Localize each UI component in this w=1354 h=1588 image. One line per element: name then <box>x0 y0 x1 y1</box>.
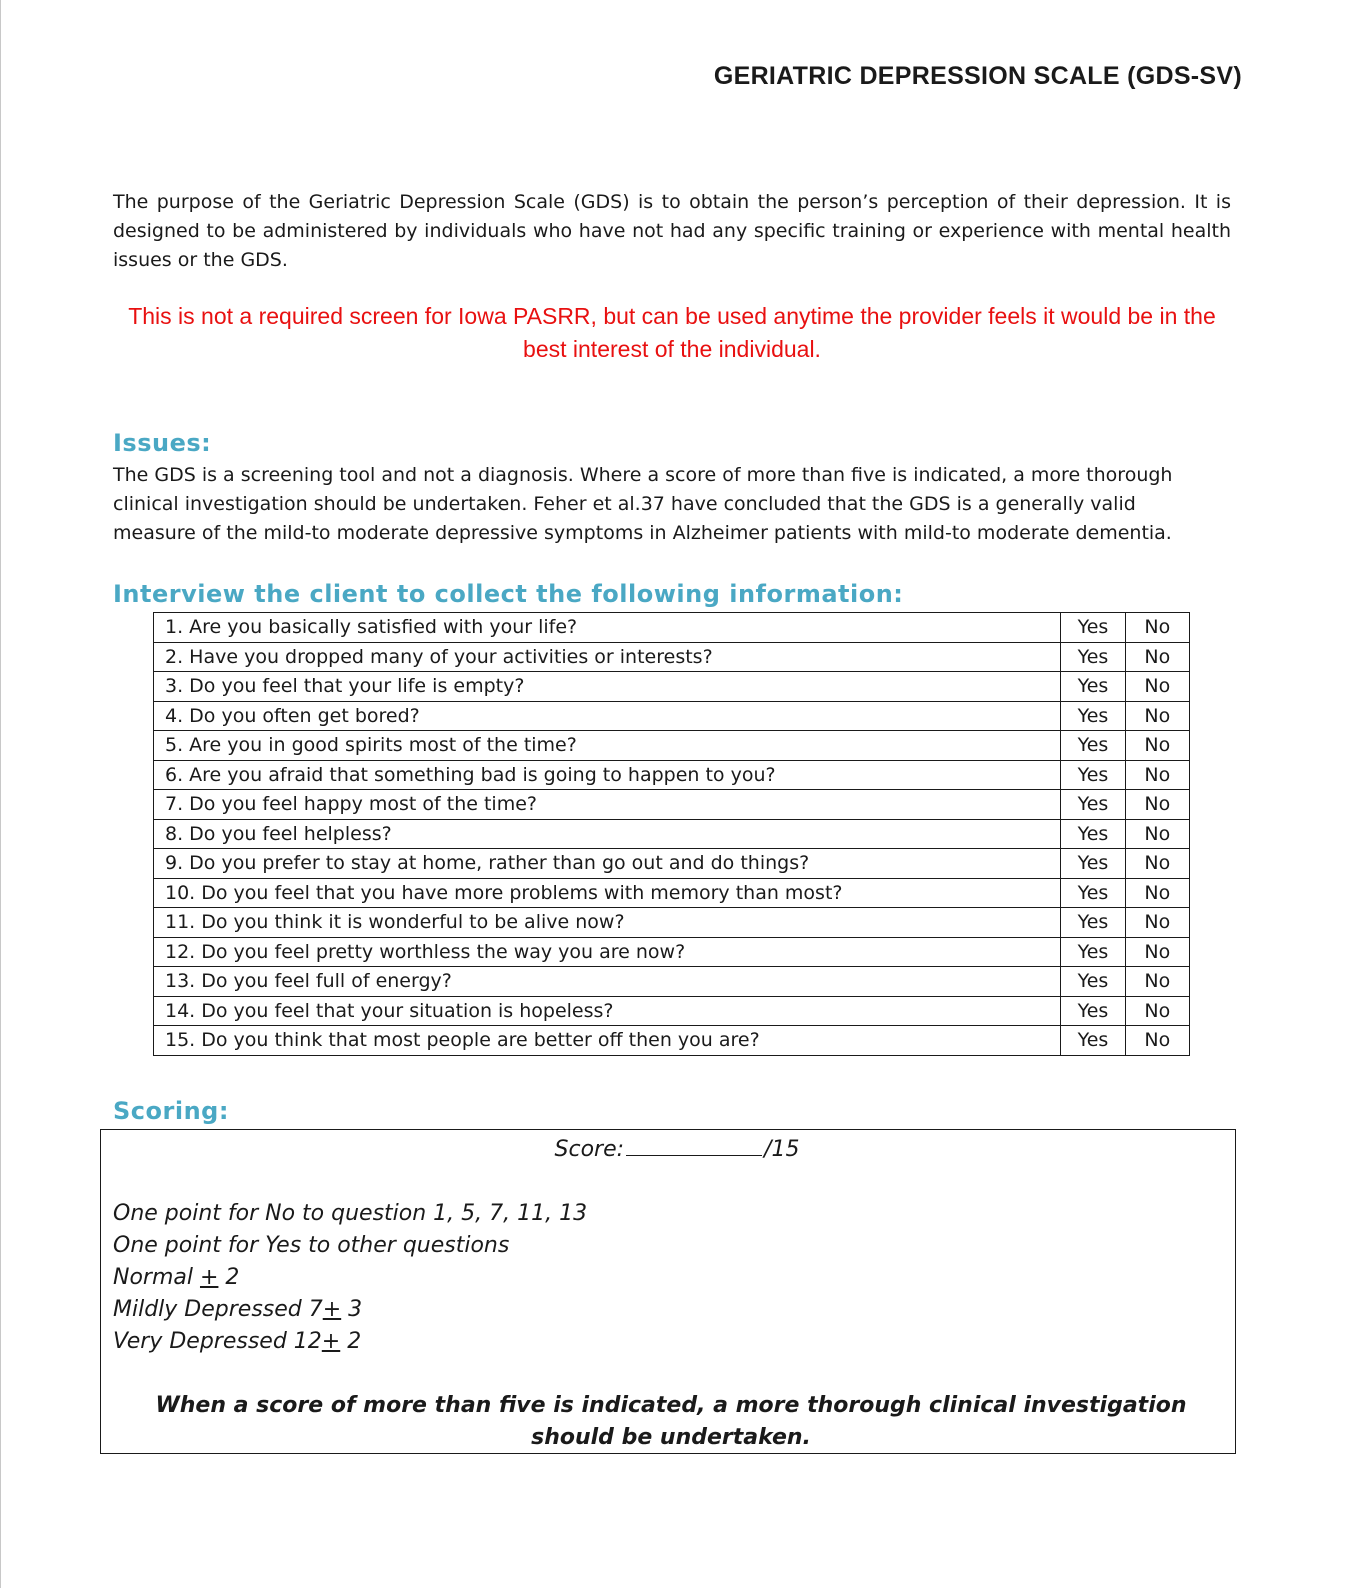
table-row <box>154 760 1190 790</box>
yes-option[interactable]: Yes <box>1061 613 1125 643</box>
table-row <box>154 642 1190 672</box>
table-row <box>154 790 1190 820</box>
rule-text: One point for Yes to other questions <box>113 1233 510 1258</box>
scoring-heading: Scoring: <box>113 1097 229 1125</box>
table-row <box>154 996 1190 1026</box>
yes-option[interactable]: Yes <box>1061 701 1125 731</box>
no-option[interactable]: No <box>1125 701 1189 731</box>
rule-text: One point for No to question 1, 5, 7, 11, 13 <box>113 1201 588 1226</box>
no-option[interactable]: No <box>1125 937 1189 967</box>
yes-option[interactable]: Yes <box>1061 790 1125 820</box>
table-row <box>154 1026 1190 1056</box>
purpose-paragraph: The purpose of the Geriatric Depression Scale (GDS) is to obtain the person’s perception of their depression. It is designed to be administered by individuals who have not had any specific training or experience with mental health issues or the GDS. <box>113 191 1231 271</box>
yes-option[interactable]: Yes <box>1061 731 1125 761</box>
question-text: 3. Do you feel that your life is empty? <box>154 672 1061 702</box>
table-row <box>154 908 1190 938</box>
questions-table <box>153 612 1190 1056</box>
table-row <box>154 672 1190 702</box>
yes-option[interactable]: Yes <box>1061 849 1125 879</box>
plus-minus-sign: + <box>322 1297 342 1322</box>
yes-option[interactable]: Yes <box>1061 1026 1125 1056</box>
rule-range: 2 <box>340 1329 362 1354</box>
no-option[interactable]: No <box>1125 642 1189 672</box>
table-row <box>154 819 1190 849</box>
no-option[interactable]: No <box>1125 672 1189 702</box>
no-option[interactable]: No <box>1125 908 1189 938</box>
plus-minus-sign: + <box>321 1329 341 1354</box>
interview-heading: Interview the client to collect the following information: <box>113 580 904 608</box>
question-text: 8. Do you feel helpless? <box>154 819 1061 849</box>
yes-option[interactable]: Yes <box>1061 878 1125 908</box>
page-edge <box>0 0 1 1588</box>
question-text: 2. Have you dropped many of your activities or interests? <box>154 642 1061 672</box>
question-text: 5. Are you in good spirits most of the time? <box>154 731 1061 761</box>
yes-option[interactable]: Yes <box>1061 996 1125 1026</box>
page-title: GERIATRIC DEPRESSION SCALE (GDS-SV) <box>713 62 1242 90</box>
table-row <box>154 878 1190 908</box>
yes-option[interactable]: Yes <box>1061 819 1125 849</box>
yes-option[interactable]: Yes <box>1061 967 1125 997</box>
score-blank-field[interactable] <box>626 1135 762 1156</box>
table-row <box>154 701 1190 731</box>
question-text: 12. Do you feel pretty worthless the way you are now? <box>154 937 1061 967</box>
question-text: 9. Do you prefer to stay at home, rather than go out and do things? <box>154 849 1061 879</box>
issues-paragraph: The GDS is a screening tool and not a diagnosis. Where a score of more than five is indicated, a more thorough clinical investigation should be undertaken. Feher et al.37 have concluded that the GDS is a generally valid measure of the mild-to moderate depressive symptoms in Alzheimer patients with mild-to moderate dementia. <box>113 464 1173 544</box>
rule-range: 3 <box>341 1297 363 1322</box>
scoring-rule <box>113 1262 587 1294</box>
rule-text: Normal <box>113 1265 200 1290</box>
score-total: /15 <box>764 1137 800 1162</box>
yes-option[interactable]: Yes <box>1061 642 1125 672</box>
scoring-rules <box>113 1198 587 1358</box>
yes-option[interactable]: Yes <box>1061 672 1125 702</box>
question-text: 7. Do you feel happy most of the time? <box>154 790 1061 820</box>
table-row <box>154 849 1190 879</box>
question-text: 6. Are you afraid that something bad is going to happen to you? <box>154 760 1061 790</box>
rule-range: 2 <box>218 1265 240 1290</box>
no-option[interactable]: No <box>1125 878 1189 908</box>
score-line <box>0 1135 1354 1162</box>
scoring-rule <box>113 1230 587 1262</box>
yes-option[interactable]: Yes <box>1061 908 1125 938</box>
scoring-rule <box>113 1326 587 1358</box>
no-option[interactable]: No <box>1125 760 1189 790</box>
table-row <box>154 731 1190 761</box>
rule-text: Mildly Depressed 7 <box>113 1297 323 1322</box>
no-option[interactable]: No <box>1125 613 1189 643</box>
scoring-rule <box>113 1294 587 1326</box>
no-option[interactable]: No <box>1125 849 1189 879</box>
yes-option[interactable]: Yes <box>1061 937 1125 967</box>
no-option[interactable]: No <box>1125 819 1189 849</box>
no-option[interactable]: No <box>1125 1026 1189 1056</box>
question-text: 4. Do you often get bored? <box>154 701 1061 731</box>
question-text: 1. Are you basically satisfied with your life? <box>154 613 1061 643</box>
question-text: 14. Do you feel that your situation is hopeless? <box>154 996 1061 1026</box>
scoring-rule <box>113 1198 587 1230</box>
no-option[interactable]: No <box>1125 731 1189 761</box>
table-row <box>154 967 1190 997</box>
question-text: 10. Do you feel that you have more problems with memory than most? <box>154 878 1061 908</box>
no-option[interactable]: No <box>1125 790 1189 820</box>
no-option[interactable]: No <box>1125 996 1189 1026</box>
table-row <box>154 937 1190 967</box>
rule-text: Very Depressed 12 <box>113 1329 322 1354</box>
no-option[interactable]: No <box>1125 967 1189 997</box>
plus-minus-sign: + <box>199 1265 219 1290</box>
table-row <box>154 613 1190 643</box>
score-label: Score: <box>554 1137 625 1162</box>
conclusion-text: When a score of more than five is indicated, a more thorough clinical investigation should be undertaken. <box>155 1393 1187 1450</box>
notice-text: This is not a required screen for Iowa PASRR, but can be used anytime the provider feels it would be in the best interest of the individual. <box>128 303 1216 362</box>
question-text: 13. Do you feel full of energy? <box>154 967 1061 997</box>
yes-option[interactable]: Yes <box>1061 760 1125 790</box>
question-text: 15. Do you think that most people are better off then you are? <box>154 1026 1061 1056</box>
question-text: 11. Do you think it is wonderful to be alive now? <box>154 908 1061 938</box>
issues-heading: Issues: <box>113 429 212 457</box>
